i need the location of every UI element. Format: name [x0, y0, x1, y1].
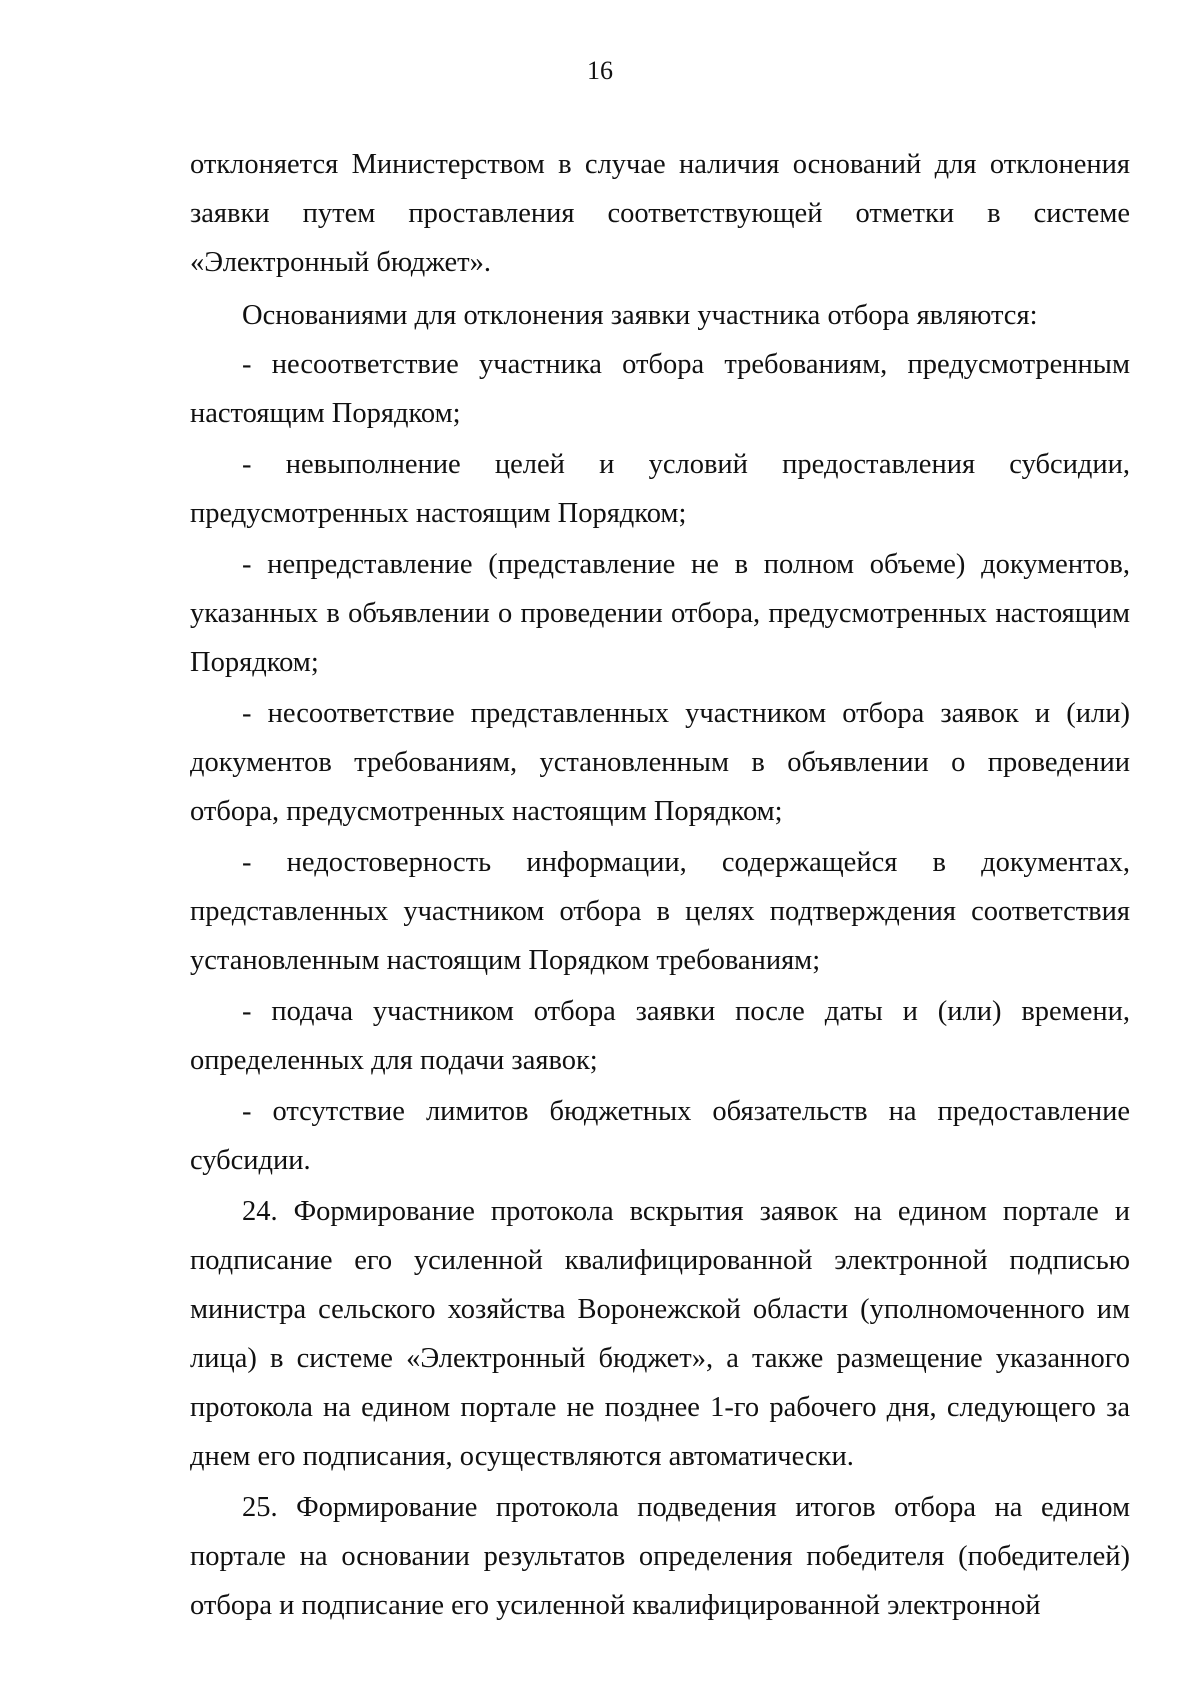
list-item-ground: - несоответствие участника отбора требованиям, предусмотренным настоящим Порядком; [190, 349, 1130, 429]
paragraph-grounds-intro: Основаниями для отклонения заявки участника отбора являются: [242, 300, 1038, 331]
page-number: 16 [587, 56, 613, 85]
document-body [190, 140, 1130, 1630]
list-item-ground: - невыполнение целей и условий предоставления субсидии, предусмотренных настоящим Порядком; [190, 449, 1130, 529]
paragraph-section-25: 25. Формирование протокола подведения итогов отбора на едином портале на основании результатов определения победителя (победителей) отбора и подписание его усиленной квалифицированной электронной [190, 1492, 1130, 1621]
list-item-ground: - недостоверность информации, содержащейся в документах, представленных участником отбора в целях подтверждения соответствия установленным настоящим Порядком требованиям; [190, 847, 1130, 976]
paragraph-section-24: 24. Формирование протокола вскрытия заявок на едином портале и подписание его усиленной квалифицированной электронной подписью министра сельского хозяйства Воронежской области (уполномоченного им лица) в системе «Электронный бюджет», а также размещение указанного протокола на едином портале не позднее 1-го рабочего дня, следующего за днем его подписания, осуществляются автоматически. [190, 1196, 1130, 1472]
list-item-ground: - подача участником отбора заявки после даты и (или) времени, определенных для подачи заявок; [190, 996, 1130, 1076]
paragraph-continuation: отклоняется Министерством в случае наличия оснований для отклонения заявки путем проставления соответствующей отметки в системе «Электронный бюджет». [190, 149, 1130, 278]
list-item-ground: - отсутствие лимитов бюджетных обязательств на предоставление субсидии. [190, 1096, 1130, 1176]
list-item-ground: - непредставление (представление не в полном объеме) документов, указанных в объявлении о проведении отбора, предусмотренных настоящим Порядком; [190, 549, 1130, 678]
list-item-ground: - несоответствие представленных участником отбора заявок и (или) документов требованиям, установленным в объявлении о проведении отбора, предусмотренных настоящим Порядком; [190, 698, 1130, 827]
